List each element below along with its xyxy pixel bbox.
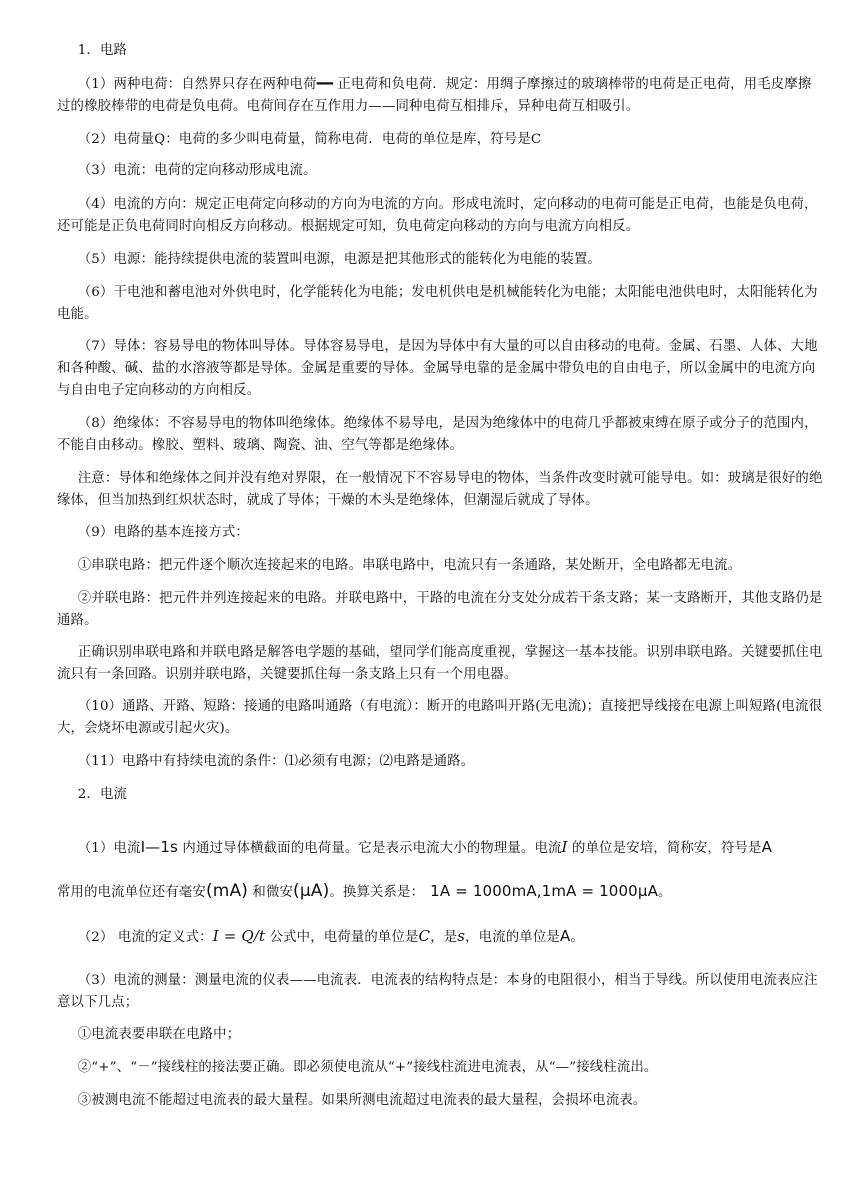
- paragraph-insulator: （8）绝缘体：不容易导电的物体叫绝缘体。绝缘体不易导电，是因为绝缘体中的电荷几乎都被束缚在原子或分子的范围内，不能自由移动。橡胶、塑料、玻璃、陶瓷、油、空气等都是绝缘体。: [57, 416, 818, 453]
- text-fragment: （2） 电流的定义式：: [77, 930, 213, 945]
- formula-i-1s: I—1s: [140, 838, 178, 856]
- paragraph-connection-types: （9）电路的基本连接方式：: [77, 525, 249, 540]
- rule-terminal-connection: ②“+”、“－”接线柱的接法要正确。即必须使电流从“+”接线柱流进电流表，从“—”接线柱流出。: [77, 1060, 658, 1075]
- text-fragment: 公式中，电荷量的单位是: [265, 930, 419, 945]
- paragraph-circuit-states: （10）通路、开路、短路：接通的电路叫通路（有电流）：断开的电路叫开路(无电流)；直接把导线接在电源上叫短路(电流很大，会烧坏电源或引起火灾)。: [57, 699, 823, 736]
- circuit-heading: 1．电路: [77, 43, 128, 58]
- paragraph-power-source: （5）电源：能持续提供电流的装置叫电源，电源是把其他形式的能转化为电能的装置。: [77, 252, 601, 267]
- text-fragment: ，电流的单位是: [465, 930, 560, 945]
- paragraph-energy-conversion: （6）干电池和蓄电池对外供电时，化学能转化为电能；发电机供电是机械能转化为电能；太阳能电池供电时，太阳能转化为电能。: [57, 285, 818, 322]
- text-fragment: 常用的电流单位还有毫安: [57, 885, 206, 900]
- text-fragment: 。: [570, 930, 584, 945]
- symbol-coulomb: C: [418, 927, 431, 945]
- current-heading: 2．电流: [77, 787, 128, 802]
- text-fragment: 内通过导体横截面的电荷量。它是表示电流大小的物理量。电流: [178, 841, 562, 856]
- formula-conversion: 1A = 1000mA,1mA = 1000μA: [430, 882, 658, 900]
- symbol-ampere: A: [761, 838, 773, 856]
- text-fragment: 。换算关系是：: [329, 885, 425, 900]
- paragraph-series-circuit: ①串联电路：把元件逐个顺次连接起来的电路。串联电路中，电流只有一条通路，某处断开，全电路都无电流。: [77, 558, 742, 573]
- rule-max-range: ③被测电流不能超过电流表的最大量程。如果所测电流超过电流表的最大量程，会损坏电流表。: [77, 1093, 647, 1108]
- paragraph-current-unit: [57, 826, 823, 914]
- text-fragment: 的单位是安培，简称安，符号是: [567, 841, 762, 856]
- paragraph-two-charges: （1）两种电荷：自然界只存在两种电荷━━ 正电荷和负电荷．规定：用绸子摩擦过的玻璃棒带的电荷是正电荷，用毛皮摩擦过的橡胶棒带的电荷是负电荷。电荷间存在互作用力——同种电荷互相排斥，异种电荷互相吸引。: [57, 77, 812, 114]
- text-fragment: ，是: [430, 930, 458, 945]
- paragraph-current-measurement: （3）电流的测量：测量电流的仪表——电流表．电流表的结构特点是：本身的电阻很小，相当于导线。所以使用电流表应注意以下几点；: [57, 973, 818, 1010]
- text-fragment: 。: [657, 885, 672, 900]
- symbol-second: s: [457, 927, 466, 945]
- formula-i-q-t: I = Q/t: [212, 927, 266, 945]
- text-fragment: （1）电流: [77, 841, 141, 856]
- paragraph-charge-quantity: （2）电荷量Q：电荷的多少叫电荷量，简称电荷．电荷的单位是库，符号是C: [77, 132, 542, 147]
- paragraph-current-direction: （4）电流的方向：规定正电荷定向移动的方向为电流的方向。形成电流时，定向移动的电荷可能是正电荷，也能是负电荷，还可能是正负电荷同时向相反方向移动。根据规定可知，负电荷定向移动的方向与电流方向相反。: [57, 197, 818, 234]
- paragraph-parallel-circuit: ②并联电路：把元件并列连接起来的电路。并联电路中，干路的电流在分支处分成若干条支路；某一支路断开，其他支路仍是通路。: [57, 591, 823, 628]
- symbol-i: I: [561, 838, 568, 856]
- paragraph-current-formula: [57, 925, 823, 949]
- paragraph-note: 注意：导体和绝缘体之间并没有绝对界限，在一般情况下不容易导电的物体，当条件改变时就可能导电。如：玻璃是很好的绝缘体，但当加热到红炽状态时，就成了导体；干燥的木头是绝缘体，但潮湿后就成了导体。: [57, 471, 823, 508]
- paragraph-sustained-current: （11）电路中有持续电流的条件：⑴必须有电源；⑵电路是通路。: [77, 754, 475, 769]
- unit-microampere: (μA): [293, 881, 330, 901]
- symbol-ampere: A: [559, 927, 571, 945]
- rule-series-connection: ①电流表要串联在电路中；: [77, 1027, 241, 1042]
- paragraph-identify-circuits: 正确识别串联电路和并联电路是解答电学题的基础，望同学们能高度重视，掌握这一基本技能。识别串联电路。关键要抓住电流只有一条回路。识别并联电路，关键要抓住每一条支路上只有一个用电器。: [57, 645, 823, 682]
- unit-milliampere: (mA): [205, 881, 249, 901]
- text-fragment: 和微安: [248, 885, 294, 900]
- paragraph-conductor: （7）导体：容易导电的物体叫导体。导体容易导电，是因为导体中有大量的可以自由移动的电荷。金属、石墨、人体、大地和各种酸、碱、盐的水溶液等都是导体。金属是重要的导体。金属导电靠的是金属中带负电的自由电子，所以金属中的电流方向与自由电子定向移动的方向相反。: [57, 339, 818, 398]
- paragraph-current-definition: （3）电流：电荷的定向移动形成电流。: [77, 163, 317, 178]
